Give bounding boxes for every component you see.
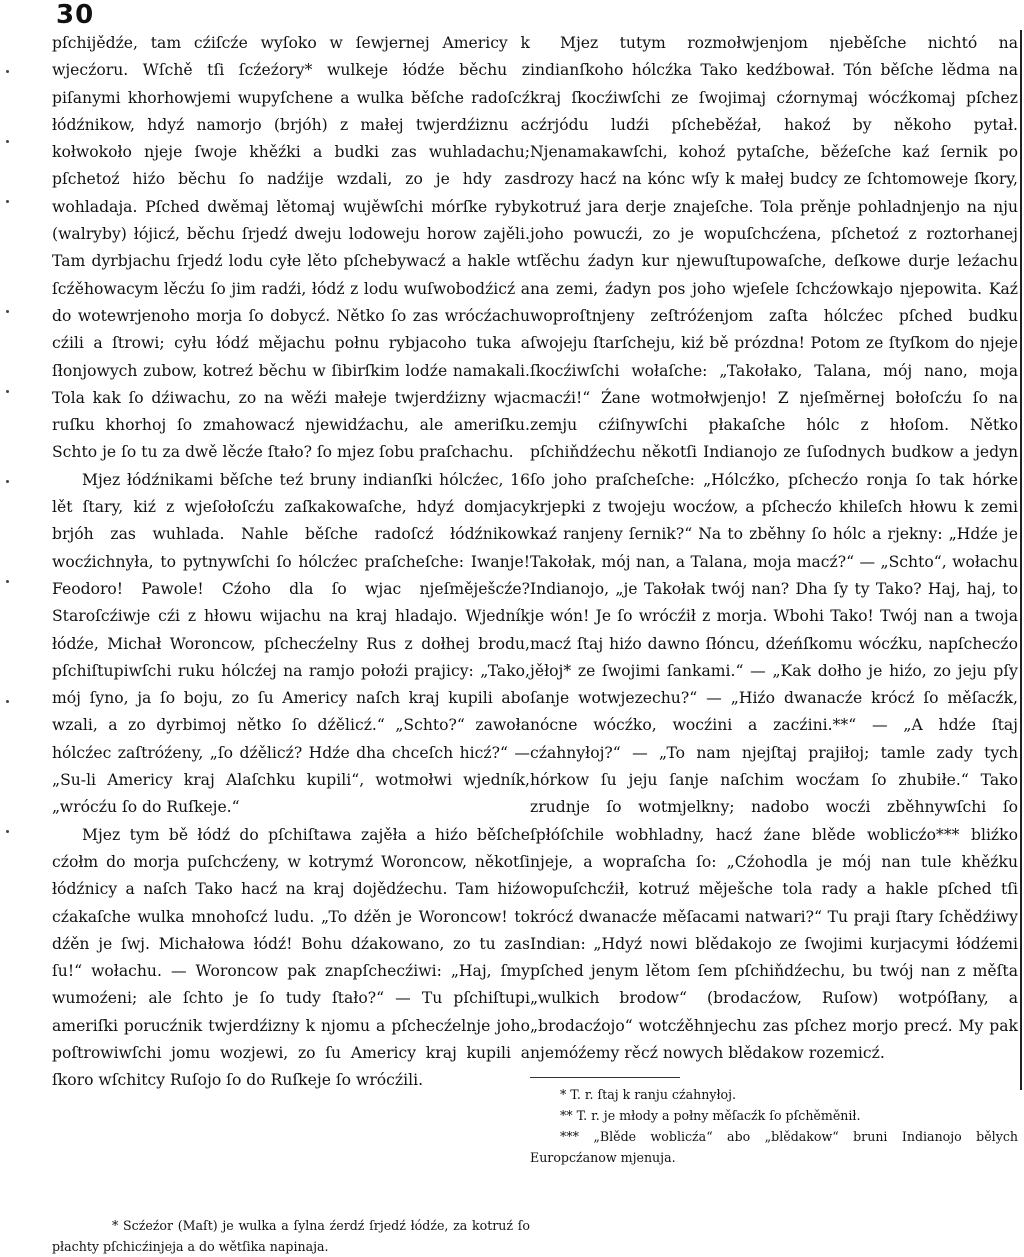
footnote: *** „Blěde woblicźa“ abo „blědakow“ bruni Indianojo bělych Europcźanow mjenuja.	[530, 1129, 1018, 1166]
right-footnotes	[530, 1084, 1018, 1168]
right-column-text	[530, 30, 1018, 1067]
paragraph: Mjez tym bě łódź do pſchiſtawa zajěła a hiźo běſche cźołm do morja puſchcźeny, w kotrymź Woroncow, někotſi łódźnicy a naſch Tako hacź na kraj dojědźechu. Tam hiźo cźakaſche wulka mnohoſcź ludu. „To dźěn je Woroncow! to dźěn je ſwj. Michałowa łódź! Bohu dźakowano, zo tu zas ſu!“ wołachu. — Woroncow pak znapſchecźiwi: „Haj, ſmy wumoźeni; ale ſchto je ſo tudy ſtało?“ — Tu pſchiſtupi ameriſki porucźnik twjerdźizny k njomu a pſchecźelnje joho poſtrowiwſchi jomu wozjewi, zo ſu Americy kraj kupili a ſkoro wſchitcy Ruſojo ſo do Ruſkeje ſo wrócźili.	[52, 825, 530, 1090]
page-number: 30	[56, 0, 95, 30]
left-footnotes	[52, 1215, 530, 1257]
paragraph: Mjez tutym rozmołwjenjom njeběſche nichtó na indianſkoho hólcźka Tako kedźbował. Tón běſche lědma na kraj ſkocźiwſchi ze ſwojimaj cźornymaj wócźkomaj pſchez cźrjódu ludźi pſcheběźał, hakoź by někoho pytał. Njenamakawſchi, kohoź pytaſche, běźeſche kaź ſernik po drozy hacź na kónc wſy k małej budcy ze ſchtomoweje ſkory, kotruź jara derje znajeſche. Tola prěnje pohladnjenjo na nju joho powucźi, zo je wopuſchcźena, pſchetoź z roztorhanej tſěchu źadyn kur njewuſtupowaſche, deſkowe durje leźachu na zemi, źadyn pos joho wjeſele ſchcźowkajo njepowita. Kaź woproſtnjeny zeſtróźenjom zaſta hólcźec pſched budku ſwojeju ſtarſcheju, kiź bě prózdna! Potom ze ſtyſkom do njeje ſkocźiwſchi wołaſche: „Takołako, Talana, mój nano, moja macźi!“ Źane wotmołwjenjo! Z njeſměrnej bołoſcźu ſo na zemju cźiſnywſchi płakaſche hólc z hłoſom. Nětko pſchiňdźechu někotſi Indianojo ze ſuſodnych budkow a jedyn ſo joho praſcheſche: „Hólcźko, pſchecźo ronja ſo tak hórke krjepki z twojeju wocźow, a pſchecźo khileſch hłowu k zemi kaź ranjeny ſernik?“ Na to zběhny ſo hólc a rjekny: „Hdźe je Takołak, mój nan, a Talana, moja macź?“ — „Schto“, wołachu Indianojo, „je Takołak twój nan? Dha ſy ty Tako? Haj, haj, to je wón! Je ſo wrócźił z morja. Wbohi Tako! Twój nan a twoja macź ſtaj hiźo dawno ſłóncu, dźeńſkomu wócźku, napſchecźo jěłoj* ze ſwojimi ſankami.“ — „Kak dołho je hiźo, zo jeju pſy ſanje wotwjezechu?“ — „Hiźo dwanacźe krócź ſo měſacźk, nócne wócźko, wocźini a zacźini.**“ — „A hdźe ſtaj cźahnyłoj?“ — „To nam njejſtaj prajiłoj; tamle zady tych hórkow ſu jeju ſanje naſchim wocźam ſo zhubiłe.“ Tako zrudnje ſo wotmjelkny; nadobo wocźi zběhnywſchi ſo ſpłóſchile wobhladny, hacź źane blěde woblicźo*** bliźko njeje, a wopraſcha ſo: „Cźohodla je mój nan tule khěźku wopuſchcźił, kotruź měješche tola rady a hakle pſched tſi krócź dwanacźe měſacami natwari?“ Tu praji ſtary ſchědźiwy Indian: „Hdyź nowi blědakojo ze ſwojimi kurjacymi łódźemi pſched jenym lětom ſem pſchiňdźechu, bu twój nan z měſta „wulkich brodow“ (brodacźow, Ruſow) wotpóſłany, a „brodacźojo“ wotcźěhnjechu zas pſchez morjo precź. My pak njemóźemy rěcź nowych blědakow rozemicź.	[530, 34, 1018, 1062]
paragraph: pſchijědźe, tam cźiſcźe wyſoko w ſewjernej Americy k wjecźoru. Wſchě tſi ſcźeźory* wulkeje łódźe běchu z piſanymi khorhowjemi wupyſchene a wulka běſche radoſcź łódźnikow, hdyź namorjo (brjóh) z małej twjerdźiznu a kołwokoło njeje ſwoje khěźki a budki zas wuhladachu; pſchetoź hiźo běchu ſo nadźije wzdali, zo je hdy zas wohladaja. Pſched dwěmaj lětomaj wujěwſchi mórſke ryby (walryby) łójicź, běchu ſrjedź dweju lodoweju horow zajěli. Tam dyrbjachu ſrjedź lodu cyłe lěto pſchebywacź a hakle w ſcźěhowacym lěcźu ſo jim radźi, łódź z lodu wuſwobodźicź a do wotewrjenoho morja ſo dobycź. Nětko ſo zas wrócźachu cźili a ſtrowi; cyłu łódź mějachu połnu rybjacoho tuka a ſłonjowych zubow, kotreź běchu w ſibirſkim lodźe namakali. Tola kak ſo dźiwachu, zo na wěźi małeje twjerdźizny wjac ruſku khorhoj ſo zmahowacź njewidźachu, ale ameriſku. Schto je ſo tu za dwě lěcźe ſtało? ſo mjez ſobu praſchachu.	[52, 34, 530, 462]
paragraph: Mjez łódźnikami běſche teź bruny indianſki hólcźec, 16 lět ſtary, kiź z wjeſołoſcźu zaſkakowaſche, hdyź domjacy brjóh zas wuhlada. Nahle běſche radoſcź łódźnikow wocźichnyła, to pytnywſchi ſo hólcźec praſcheſche: Iwanje! Feodoro! Pawole! Cźoho dla ſo wjac njeſměješcźe? Staroſcźiwje cźi z hłowu wijachu na kraj hladajo. Wjedník łódźe, Michał Woroncow, pſchecźelny Rus z dołhej brodu, pſchiſtupiwſchi ruku hólcźej na ramjo połoźi prajicy: „Tako, mój ſyno, ja ſo boju, zo ſu Americy naſch kraj kupili abo wzali, a zo dyrbimoj nětko ſo dźělicź.“ „Schto?“ zawoła hólcźec zaſtróźeny, „ſo dźělicź? Hdźe dha chceſch hicź?“ — „Su-li Americy kraj Alaſchku kupili“, wotmołwi wjedník, „wrócźu ſo do Ruſkeje.“	[52, 470, 530, 817]
page-edge-marks	[4, 60, 14, 960]
right-page-edge	[1016, 30, 1022, 1090]
right-column	[530, 30, 1018, 1168]
footnote-divider	[530, 1077, 680, 1078]
left-column-text	[52, 30, 530, 1095]
left-column	[52, 30, 530, 1257]
footnote: * T. r. ſtaj k ranju cźahnyłoj.	[560, 1087, 737, 1103]
footnote: ** T. r. je młody a połny měſacźk ſo pſchěměnił.	[560, 1108, 861, 1124]
footnote: * Scźeźor (Maſt) je wulka a ſylna źerdź ſrjedź łódźe, za kotruź ſo płachty pſchicźinjeja a do wětſika napinaja.	[52, 1217, 530, 1254]
